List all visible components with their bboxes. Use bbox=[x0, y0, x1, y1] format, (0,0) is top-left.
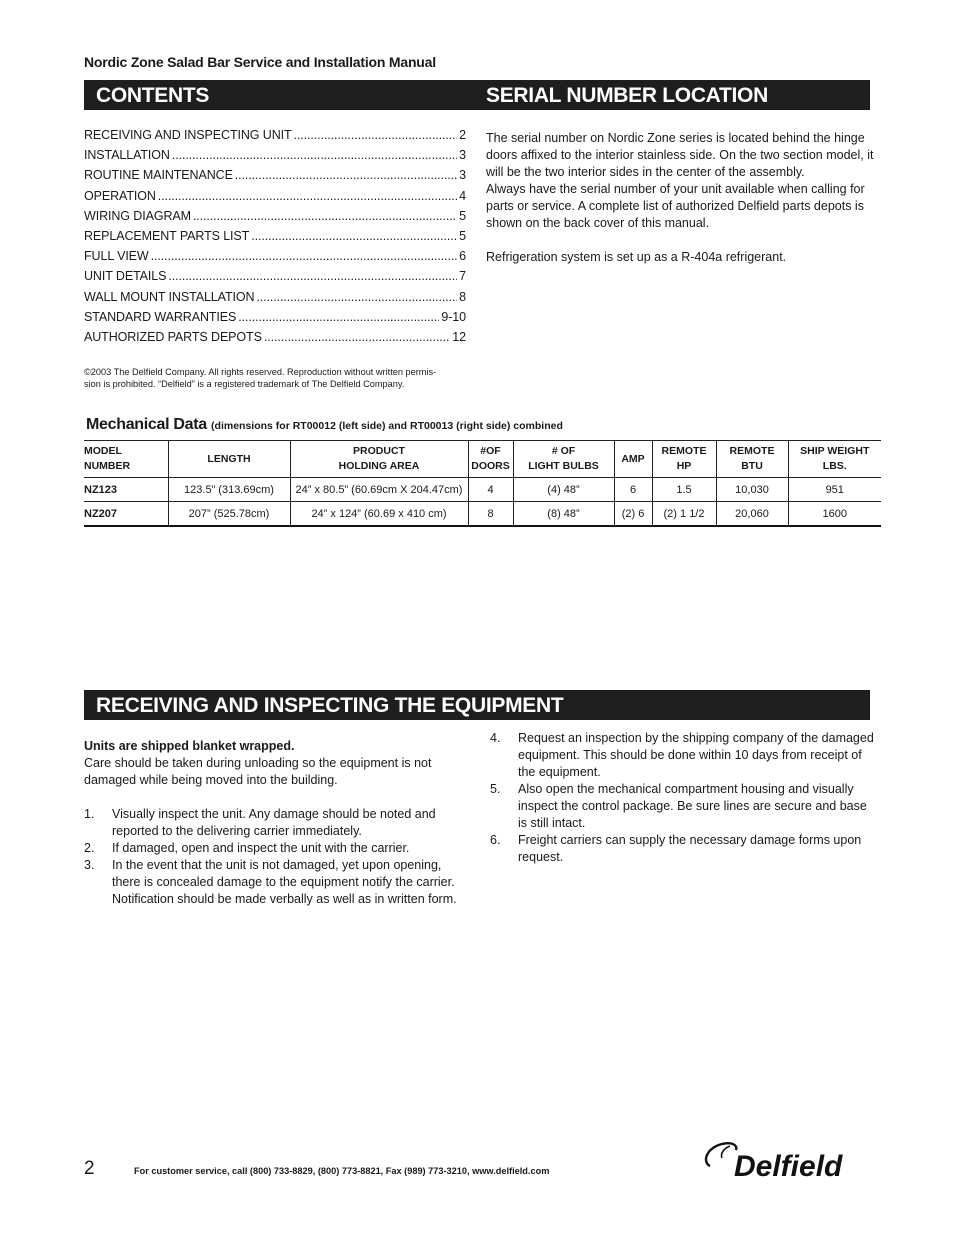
table-cell: 20,060 bbox=[716, 502, 788, 527]
table-cell: 123.5” (313.69cm) bbox=[168, 478, 290, 502]
refrigerant-note: Refrigeration system is set up as a R-404a refrigerant. bbox=[486, 250, 787, 264]
table-cell: (2) 6 bbox=[614, 502, 652, 527]
table-header-cell bbox=[788, 441, 881, 478]
toc-leader-dots bbox=[168, 269, 457, 283]
header-line: LIGHT BULBS bbox=[528, 460, 599, 472]
toc-item bbox=[84, 209, 466, 229]
toc-leader-dots bbox=[251, 229, 457, 243]
delfield-logo bbox=[700, 1136, 880, 1184]
toc-item bbox=[84, 148, 466, 168]
table-cell: 951 bbox=[788, 478, 881, 502]
receiving-right-column bbox=[490, 730, 875, 866]
header-line: NUMBER bbox=[84, 460, 131, 472]
header-line: LBS. bbox=[822, 460, 847, 472]
header-line: MODEL bbox=[84, 445, 122, 457]
mechanical-data-heading: Mechanical Data bbox=[86, 416, 207, 433]
toc-item bbox=[84, 310, 466, 330]
table-cell: 6 bbox=[614, 478, 652, 502]
page-number: 2 bbox=[84, 1158, 95, 1179]
document-title: Nordic Zone Salad Bar Service and Installation Manual bbox=[84, 54, 436, 70]
toc-page-number: 4 bbox=[459, 188, 466, 203]
toc-item-label: WALL MOUNT INSTALLATION bbox=[84, 289, 255, 304]
toc-page-number: 3 bbox=[459, 168, 466, 183]
table-cell: 24” x 124” (60.69 x 410 cm) bbox=[290, 502, 468, 527]
toc-item-label: ROUTINE MAINTENANCE bbox=[84, 168, 233, 183]
header-line: SHIP WEIGHT bbox=[800, 445, 870, 457]
toc-item bbox=[84, 128, 466, 148]
table-row bbox=[84, 502, 881, 527]
toc-leader-dots bbox=[172, 148, 457, 162]
toc-leader-dots bbox=[158, 189, 457, 203]
toc-page-number: 3 bbox=[459, 148, 466, 163]
table-header-cell bbox=[652, 441, 716, 478]
shipping-note: Units are shipped blanket wrapped. bbox=[84, 739, 295, 753]
toc-leader-dots bbox=[238, 310, 439, 324]
toc-page-number: 8 bbox=[459, 289, 466, 304]
contents-heading: CONTENTS bbox=[84, 80, 474, 110]
step-text: Freight carriers can supply the necessary damage forms upon request. bbox=[518, 833, 862, 864]
table-row bbox=[84, 478, 881, 502]
table-header-cell bbox=[468, 441, 513, 478]
toc-leader-dots bbox=[256, 290, 457, 304]
toc-page-number: 5 bbox=[459, 228, 466, 243]
table-cell: (8) 48” bbox=[513, 502, 614, 527]
step-text: Also open the mechanical compartment housing and visually inspect the control package. Be sure lines are secure and base is still intact. bbox=[518, 782, 867, 830]
toc-page-number: 2 bbox=[459, 128, 466, 142]
copyright-line: ©2003 The Delfield Company. All rights reserved. Reproduction without written permis- bbox=[84, 367, 437, 377]
toc-item-label: FULL VIEW bbox=[84, 249, 149, 264]
table-cell: (2) 1 1/2 bbox=[652, 502, 716, 527]
customer-service-footer: For customer service, call (800) 733-8829, (800) 773-8821, Fax (989) 773-3210, www.delfield.com bbox=[134, 1166, 550, 1176]
mechanical-data-subtitle: (dimensions for RT00012 (left side) and RT00013 (right side) combined bbox=[211, 420, 563, 432]
header-line: LENGTH bbox=[207, 452, 251, 465]
table-cell: NZ207 bbox=[84, 502, 168, 527]
header-line: AMP bbox=[621, 452, 645, 465]
inspection-step bbox=[84, 840, 464, 857]
logo-wordmark: Delfield bbox=[734, 1150, 843, 1183]
copyright-line: sion is prohibited. “Delfield” is a registered trademark of The Delfield Company. bbox=[84, 379, 405, 389]
toc-item bbox=[84, 189, 466, 209]
toc-leader-dots bbox=[294, 128, 458, 142]
toc-item-label: OPERATION bbox=[84, 188, 156, 203]
table-cell: NZ123 bbox=[84, 478, 168, 502]
table-header-cell bbox=[513, 441, 614, 478]
header-line: HOLDING AREA bbox=[338, 460, 420, 472]
table-cell: 10,030 bbox=[716, 478, 788, 502]
toc-leader-dots bbox=[264, 330, 450, 344]
step-text: If damaged, open and inspect the unit with the carrier. bbox=[112, 841, 410, 855]
header-line: #OF bbox=[480, 445, 501, 457]
toc-page-number: 6 bbox=[459, 249, 466, 264]
serial-paragraph: Always have the serial number of your unit available when calling for parts or service. A complete list of authorized Delfield parts depots is shown on the back cover of this manual. bbox=[486, 182, 865, 230]
toc-page-number: 7 bbox=[459, 269, 466, 284]
header-line: REMOTE bbox=[729, 445, 775, 457]
inspection-step bbox=[84, 857, 464, 908]
toc-page-number: 12 bbox=[452, 329, 466, 344]
step-text: In the event that the unit is not damaged, yet upon opening, there is concealed damage to the equipment notify the carrier. Notification should be made verbally as well as in written form. bbox=[112, 858, 457, 906]
receiving-heading: RECEIVING AND INSPECTING THE EQUIPMENT bbox=[84, 690, 870, 720]
header-line: HP bbox=[676, 460, 692, 472]
receiving-intro: Care should be taken during unloading so the equipment is not damaged while being moved into the building. bbox=[84, 756, 432, 787]
inspection-step bbox=[490, 730, 875, 781]
step-number: 5. bbox=[490, 782, 501, 796]
toc-item-label: UNIT DETAILS bbox=[84, 269, 167, 284]
toc-item-label: AUTHORIZED PARTS DEPOTS bbox=[84, 329, 262, 344]
inspection-steps-list bbox=[490, 730, 875, 866]
header-line: PRODUCT bbox=[353, 445, 405, 457]
table-cell: 4 bbox=[468, 478, 513, 502]
table-cell: 207” (525.78cm) bbox=[168, 502, 290, 527]
step-number: 1. bbox=[84, 807, 95, 821]
header-line: DOORS bbox=[471, 460, 510, 472]
step-text: Request an inspection by the shipping company of the damaged equipment. This should be done within 10 days from receipt of the equipment. bbox=[518, 731, 874, 779]
receiving-left-column bbox=[84, 738, 464, 908]
toc-leader-dots bbox=[193, 209, 457, 223]
table-header-cell bbox=[716, 441, 788, 478]
toc-item bbox=[84, 290, 466, 310]
toc-item bbox=[84, 168, 466, 188]
toc-item bbox=[84, 229, 466, 249]
mechanical-data-table bbox=[84, 440, 881, 527]
mechanical-data-title bbox=[86, 416, 563, 434]
inspection-step bbox=[490, 832, 875, 866]
step-text: Visually inspect the unit. Any damage should be noted and reported to the delivering carrier immediately. bbox=[112, 807, 436, 838]
inspection-step bbox=[490, 781, 875, 832]
table-header-cell bbox=[84, 441, 168, 478]
header-line: REMOTE bbox=[661, 445, 707, 457]
toc-leader-dots bbox=[235, 168, 457, 182]
table-header-cell bbox=[290, 441, 468, 478]
toc-item-label: REPLACEMENT PARTS LIST bbox=[84, 228, 250, 243]
copyright-notice bbox=[84, 366, 469, 390]
toc-leader-dots bbox=[151, 249, 458, 263]
toc-item-label: INSTALLATION bbox=[84, 148, 170, 163]
toc-page-number: 5 bbox=[459, 208, 466, 223]
toc-page-number: 9-10 bbox=[441, 309, 466, 324]
table-header-cell bbox=[614, 441, 652, 478]
toc-item-label: WIRING DIAGRAM bbox=[84, 208, 191, 223]
step-number: 6. bbox=[490, 833, 501, 847]
inspection-step bbox=[84, 806, 464, 840]
toc-item bbox=[84, 249, 466, 269]
serial-number-heading: SERIAL NUMBER LOCATION bbox=[474, 80, 870, 110]
header-line: # OF bbox=[551, 445, 576, 457]
table-cell: 8 bbox=[468, 502, 513, 527]
step-number: 3. bbox=[84, 858, 95, 872]
table-header-row bbox=[84, 441, 881, 478]
step-number: 4. bbox=[490, 731, 501, 745]
inspection-steps-list bbox=[84, 806, 464, 908]
step-number: 2. bbox=[84, 841, 95, 855]
toc-item-label: STANDARD WARRANTIES bbox=[84, 309, 237, 324]
table-cell: (4) 48” bbox=[513, 478, 614, 502]
table-cell: 1.5 bbox=[652, 478, 716, 502]
serial-paragraph: The serial number on Nordic Zone series is located behind the hinge doors affixed to the interior stainless side. On the two section model, it will be the two interior sides in the center of the assembly. bbox=[486, 131, 874, 179]
toc-item bbox=[84, 269, 466, 289]
serial-number-text bbox=[486, 130, 874, 266]
toc-item bbox=[84, 330, 466, 350]
toc-item-label: RECEIVING AND INSPECTING UNIT bbox=[84, 128, 292, 142]
table-cell: 1600 bbox=[788, 502, 881, 527]
table-of-contents bbox=[84, 128, 466, 350]
header-line: BTU bbox=[741, 460, 763, 472]
table-cell: 24” x 80.5” (60.69cm X 204.47cm) bbox=[290, 478, 468, 502]
table-header-cell bbox=[168, 441, 290, 478]
